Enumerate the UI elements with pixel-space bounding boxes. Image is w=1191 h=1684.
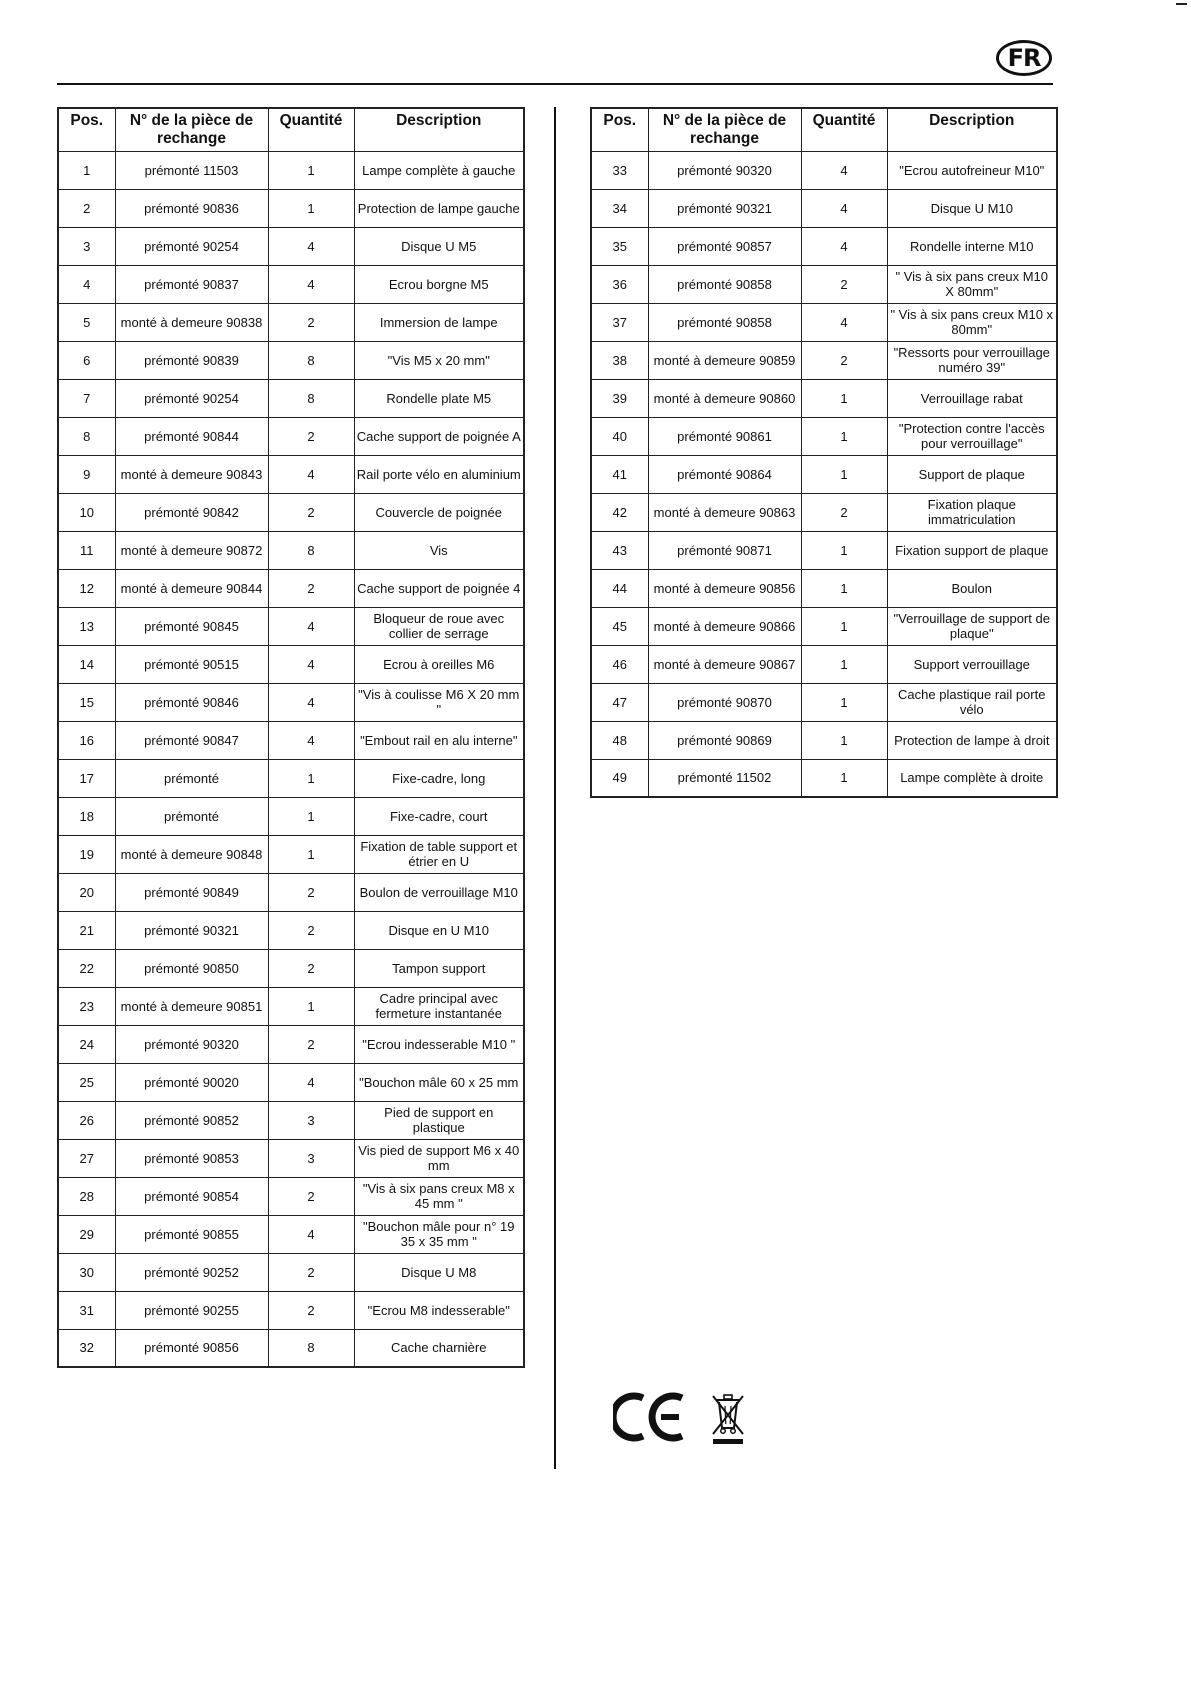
quantity-cell: 2 (268, 873, 354, 911)
part-number-cell: prémonté 90321 (115, 911, 268, 949)
table-row (58, 1063, 524, 1101)
description-cell: Tampon support (354, 949, 524, 987)
pos-cell: 44 (591, 569, 648, 607)
part-number-cell: prémonté 90836 (115, 189, 268, 227)
pos-cell: 13 (58, 607, 115, 645)
part-number-cell: prémonté 90857 (648, 227, 801, 265)
description-cell: "Ressorts pour verrouillage numéro 39" (887, 341, 1057, 379)
quantity-cell: 2 (268, 1025, 354, 1063)
pos-cell: 41 (591, 455, 648, 493)
part-number-cell: monté à demeure 90844 (115, 569, 268, 607)
table-row (58, 873, 524, 911)
description-cell: Disque en U M10 (354, 911, 524, 949)
part-number-cell: monté à demeure 90867 (648, 645, 801, 683)
quantity-cell: 1 (801, 607, 887, 645)
table-header-row (58, 108, 524, 151)
quantity-cell: 4 (268, 455, 354, 493)
table-row (591, 265, 1057, 303)
ce-mark-icon (613, 1392, 689, 1442)
description-cell: "Bouchon mâle 60 x 25 mm (354, 1063, 524, 1101)
table-row (58, 455, 524, 493)
corner-mark (1176, 3, 1187, 5)
part-number-cell: monté à demeure 90859 (648, 341, 801, 379)
description-cell: Rail porte vélo en aluminium (354, 455, 524, 493)
pos-cell: 21 (58, 911, 115, 949)
pos-cell: 19 (58, 835, 115, 873)
pos-cell: 43 (591, 531, 648, 569)
header-description: Description (887, 108, 1057, 151)
description-cell: "Protection contre l'accès pour verrouillage" (887, 417, 1057, 455)
part-number-cell: prémonté 90254 (115, 379, 268, 417)
table-row (58, 1139, 524, 1177)
pos-cell: 45 (591, 607, 648, 645)
part-number-cell: prémonté 90320 (648, 151, 801, 189)
description-cell: Cache support de poignée 4 (354, 569, 524, 607)
part-number-cell: prémonté 90845 (115, 607, 268, 645)
pos-cell: 35 (591, 227, 648, 265)
part-number-cell: monté à demeure 90843 (115, 455, 268, 493)
table-row (58, 683, 524, 721)
table-row (58, 417, 524, 455)
quantity-cell: 1 (801, 417, 887, 455)
header-pos: Pos. (591, 108, 648, 151)
description-cell: Vis pied de support M6 x 40 mm (354, 1139, 524, 1177)
pos-cell: 37 (591, 303, 648, 341)
pos-cell: 48 (591, 721, 648, 759)
header-quantity: Quantité (801, 108, 887, 151)
pos-cell: 42 (591, 493, 648, 531)
pos-cell: 8 (58, 417, 115, 455)
description-cell: Rondelle plate M5 (354, 379, 524, 417)
description-cell: Immersion de lampe (354, 303, 524, 341)
part-number-cell: prémonté 90842 (115, 493, 268, 531)
pos-cell: 38 (591, 341, 648, 379)
pos-cell: 15 (58, 683, 115, 721)
pos-cell: 20 (58, 873, 115, 911)
table-row (591, 189, 1057, 227)
pos-cell: 18 (58, 797, 115, 835)
parts-table-body (591, 151, 1057, 797)
part-number-cell: monté à demeure 90866 (648, 607, 801, 645)
pos-cell: 14 (58, 645, 115, 683)
quantity-cell: 8 (268, 1329, 354, 1367)
part-number-cell: prémonté 90839 (115, 341, 268, 379)
table-row (591, 303, 1057, 341)
pos-cell: 3 (58, 227, 115, 265)
table-row (591, 417, 1057, 455)
description-cell: Cadre principal avec fermeture instantanée (354, 987, 524, 1025)
quantity-cell: 1 (268, 797, 354, 835)
quantity-cell: 4 (801, 227, 887, 265)
header-rule (57, 83, 1053, 85)
pos-cell: 25 (58, 1063, 115, 1101)
table-header-row (591, 108, 1057, 151)
quantity-cell: 4 (801, 303, 887, 341)
pos-cell: 12 (58, 569, 115, 607)
pos-cell: 27 (58, 1139, 115, 1177)
table-row (591, 493, 1057, 531)
pos-cell: 16 (58, 721, 115, 759)
quantity-cell: 4 (268, 721, 354, 759)
table-row (58, 531, 524, 569)
table-row (591, 607, 1057, 645)
pos-cell: 22 (58, 949, 115, 987)
quantity-cell: 1 (801, 531, 887, 569)
table-row (58, 227, 524, 265)
quantity-cell: 3 (268, 1139, 354, 1177)
pos-cell: 6 (58, 341, 115, 379)
quantity-cell: 1 (801, 645, 887, 683)
quantity-cell: 8 (268, 531, 354, 569)
quantity-cell: 1 (268, 151, 354, 189)
part-number-cell: prémonté 90853 (115, 1139, 268, 1177)
pos-cell: 10 (58, 493, 115, 531)
header-part-number: N° de la pièce de rechange (648, 108, 801, 151)
table-row (58, 835, 524, 873)
quantity-cell: 1 (801, 759, 887, 797)
part-number-cell: prémonté 90861 (648, 417, 801, 455)
header-description: Description (354, 108, 524, 151)
quantity-cell: 1 (801, 721, 887, 759)
table-row (58, 1329, 524, 1367)
part-number-cell: prémonté 90849 (115, 873, 268, 911)
description-cell: Bloqueur de roue avec collier de serrage (354, 607, 524, 645)
quantity-cell: 4 (268, 683, 354, 721)
description-cell: "Vis M5 x 20 mm" (354, 341, 524, 379)
part-number-cell: prémonté 90255 (115, 1291, 268, 1329)
description-cell: Cache charnière (354, 1329, 524, 1367)
quantity-cell: 1 (801, 683, 887, 721)
pos-cell: 9 (58, 455, 115, 493)
pos-cell: 4 (58, 265, 115, 303)
table-row (591, 341, 1057, 379)
part-number-cell: prémonté 90020 (115, 1063, 268, 1101)
part-number-cell: monté à demeure 90851 (115, 987, 268, 1025)
description-cell: Cache plastique rail porte vélo (887, 683, 1057, 721)
table-row (58, 189, 524, 227)
part-number-cell: prémonté 11503 (115, 151, 268, 189)
part-number-cell: prémonté 90870 (648, 683, 801, 721)
part-number-cell: prémonté 90847 (115, 721, 268, 759)
language-badge: FR (996, 40, 1052, 76)
description-cell: Boulon (887, 569, 1057, 607)
quantity-cell: 4 (268, 227, 354, 265)
quantity-cell: 4 (801, 189, 887, 227)
part-number-cell: prémonté (115, 797, 268, 835)
quantity-cell: 2 (268, 417, 354, 455)
table-row (591, 683, 1057, 721)
pos-cell: 28 (58, 1177, 115, 1215)
description-cell: Verrouillage rabat (887, 379, 1057, 417)
pos-cell: 7 (58, 379, 115, 417)
table-row (58, 1025, 524, 1063)
quantity-cell: 3 (268, 1101, 354, 1139)
quantity-cell: 1 (268, 835, 354, 873)
quantity-cell: 2 (801, 493, 887, 531)
quantity-cell: 2 (801, 341, 887, 379)
quantity-cell: 2 (268, 569, 354, 607)
pos-cell: 32 (58, 1329, 115, 1367)
pos-cell: 26 (58, 1101, 115, 1139)
table-row (58, 1253, 524, 1291)
description-cell: Lampe complète à gauche (354, 151, 524, 189)
part-number-cell: prémonté 90852 (115, 1101, 268, 1139)
table-row (58, 379, 524, 417)
description-cell: "Embout rail en alu interne" (354, 721, 524, 759)
table-row (58, 797, 524, 835)
table-row (58, 569, 524, 607)
description-cell: Disque U M10 (887, 189, 1057, 227)
description-cell: Protection de lampe à droit (887, 721, 1057, 759)
part-number-cell: prémonté 90844 (115, 417, 268, 455)
part-number-cell: prémonté 90515 (115, 645, 268, 683)
table-row (58, 1215, 524, 1253)
header-pos: Pos. (58, 108, 115, 151)
quantity-cell: 1 (801, 569, 887, 607)
part-number-cell: prémonté 90837 (115, 265, 268, 303)
table-row (591, 531, 1057, 569)
pos-cell: 49 (591, 759, 648, 797)
description-cell: Lampe complète à droite (887, 759, 1057, 797)
part-number-cell: prémonté 90854 (115, 1177, 268, 1215)
part-number-cell: prémonté 90871 (648, 531, 801, 569)
quantity-cell: 2 (268, 1177, 354, 1215)
table-row (591, 151, 1057, 189)
description-cell: " Vis à six pans creux M10 X 80mm" (887, 265, 1057, 303)
weee-crossed-bin-icon (709, 1390, 747, 1446)
quantity-cell: 1 (268, 189, 354, 227)
table-row (591, 379, 1057, 417)
description-cell: Fixe-cadre, long (354, 759, 524, 797)
description-cell: Support verrouillage (887, 645, 1057, 683)
part-number-cell: prémonté 90320 (115, 1025, 268, 1063)
description-cell: Disque U M8 (354, 1253, 524, 1291)
quantity-cell: 1 (801, 455, 887, 493)
part-number-cell: monté à demeure 90838 (115, 303, 268, 341)
pos-cell: 47 (591, 683, 648, 721)
quantity-cell: 4 (268, 607, 354, 645)
description-cell: Ecrou borgne M5 (354, 265, 524, 303)
table-row (58, 759, 524, 797)
quantity-cell: 1 (268, 987, 354, 1025)
description-cell: Fixation plaque immatriculation (887, 493, 1057, 531)
part-number-cell: prémonté 90858 (648, 265, 801, 303)
quantity-cell: 4 (268, 1215, 354, 1253)
table-row (58, 303, 524, 341)
quantity-cell: 2 (268, 949, 354, 987)
table-row (58, 265, 524, 303)
table-row (58, 1177, 524, 1215)
pos-cell: 36 (591, 265, 648, 303)
quantity-cell: 1 (801, 379, 887, 417)
pos-cell: 24 (58, 1025, 115, 1063)
part-number-cell: prémonté 90252 (115, 1253, 268, 1291)
part-number-cell: monté à demeure 90863 (648, 493, 801, 531)
description-cell: Ecrou à oreilles M6 (354, 645, 524, 683)
description-cell: Support de plaque (887, 455, 1057, 493)
quantity-cell: 8 (268, 379, 354, 417)
part-number-cell: monté à demeure 90860 (648, 379, 801, 417)
pos-cell: 1 (58, 151, 115, 189)
description-cell: Vis (354, 531, 524, 569)
pos-cell: 29 (58, 1215, 115, 1253)
part-number-cell: prémonté 90869 (648, 721, 801, 759)
description-cell: Couvercle de poignée (354, 493, 524, 531)
description-cell: Protection de lampe gauche (354, 189, 524, 227)
description-cell: Rondelle interne M10 (887, 227, 1057, 265)
table-row (58, 341, 524, 379)
table-row (58, 151, 524, 189)
quantity-cell: 2 (268, 911, 354, 949)
description-cell: " Vis à six pans creux M10 x 80mm" (887, 303, 1057, 341)
quantity-cell: 2 (268, 1291, 354, 1329)
pos-cell: 2 (58, 189, 115, 227)
description-cell: Disque U M5 (354, 227, 524, 265)
part-number-cell: prémonté 90864 (648, 455, 801, 493)
part-number-cell: monté à demeure 90848 (115, 835, 268, 873)
pos-cell: 5 (58, 303, 115, 341)
description-cell: Fixation de table support et étrier en U (354, 835, 524, 873)
pos-cell: 30 (58, 1253, 115, 1291)
part-number-cell: prémonté 90856 (115, 1329, 268, 1367)
table-row (58, 721, 524, 759)
table-row (58, 911, 524, 949)
table-row (58, 1101, 524, 1139)
pos-cell: 33 (591, 151, 648, 189)
pos-cell: 17 (58, 759, 115, 797)
table-row (591, 759, 1057, 797)
parts-table-right (590, 107, 1058, 798)
table-row (591, 721, 1057, 759)
quantity-cell: 2 (801, 265, 887, 303)
description-cell: Cache support de poignée A (354, 417, 524, 455)
part-number-cell: prémonté 90850 (115, 949, 268, 987)
part-number-cell: prémonté (115, 759, 268, 797)
pos-cell: 31 (58, 1291, 115, 1329)
table-row (58, 493, 524, 531)
table-row (58, 1291, 524, 1329)
quantity-cell: 4 (268, 265, 354, 303)
part-number-cell: prémonté 90846 (115, 683, 268, 721)
description-cell: "Verrouillage de support de plaque" (887, 607, 1057, 645)
parts-table-left (57, 107, 525, 1368)
quantity-cell: 4 (801, 151, 887, 189)
quantity-cell: 4 (268, 645, 354, 683)
parts-table-body (58, 151, 524, 1367)
column-divider (554, 107, 556, 1469)
pos-cell: 39 (591, 379, 648, 417)
description-cell: Boulon de verrouillage M10 (354, 873, 524, 911)
header-quantity: Quantité (268, 108, 354, 151)
pos-cell: 46 (591, 645, 648, 683)
quantity-cell: 2 (268, 1253, 354, 1291)
description-cell: "Vis à coulisse M6 X 20 mm " (354, 683, 524, 721)
description-cell: Fixation support de plaque (887, 531, 1057, 569)
pos-cell: 34 (591, 189, 648, 227)
quantity-cell: 2 (268, 303, 354, 341)
part-number-cell: prémonté 90855 (115, 1215, 268, 1253)
table-row (58, 987, 524, 1025)
part-number-cell: monté à demeure 90856 (648, 569, 801, 607)
part-number-cell: prémonté 90858 (648, 303, 801, 341)
pos-cell: 23 (58, 987, 115, 1025)
table-row (591, 455, 1057, 493)
part-number-cell: prémonté 90254 (115, 227, 268, 265)
description-cell: "Ecrou autofreineur M10" (887, 151, 1057, 189)
part-number-cell: prémonté 90321 (648, 189, 801, 227)
table-row (58, 645, 524, 683)
table-row (58, 949, 524, 987)
description-cell: Pied de support en plastique (354, 1101, 524, 1139)
header-part-number: N° de la pièce de rechange (115, 108, 268, 151)
pos-cell: 11 (58, 531, 115, 569)
description-cell: "Bouchon mâle pour n° 19 35 x 35 mm " (354, 1215, 524, 1253)
quantity-cell: 8 (268, 341, 354, 379)
description-cell: "Ecrou M8 indesserable" (354, 1291, 524, 1329)
quantity-cell: 2 (268, 493, 354, 531)
quantity-cell: 1 (268, 759, 354, 797)
pos-cell: 40 (591, 417, 648, 455)
description-cell: "Ecrou indesserable M10 " (354, 1025, 524, 1063)
table-row (591, 227, 1057, 265)
description-cell: "Vis à six pans creux M8 x 45 mm " (354, 1177, 524, 1215)
table-row (591, 569, 1057, 607)
table-row (58, 607, 524, 645)
table-row (591, 645, 1057, 683)
quantity-cell: 4 (268, 1063, 354, 1101)
description-cell: Fixe-cadre, court (354, 797, 524, 835)
part-number-cell: prémonté 11502 (648, 759, 801, 797)
part-number-cell: monté à demeure 90872 (115, 531, 268, 569)
